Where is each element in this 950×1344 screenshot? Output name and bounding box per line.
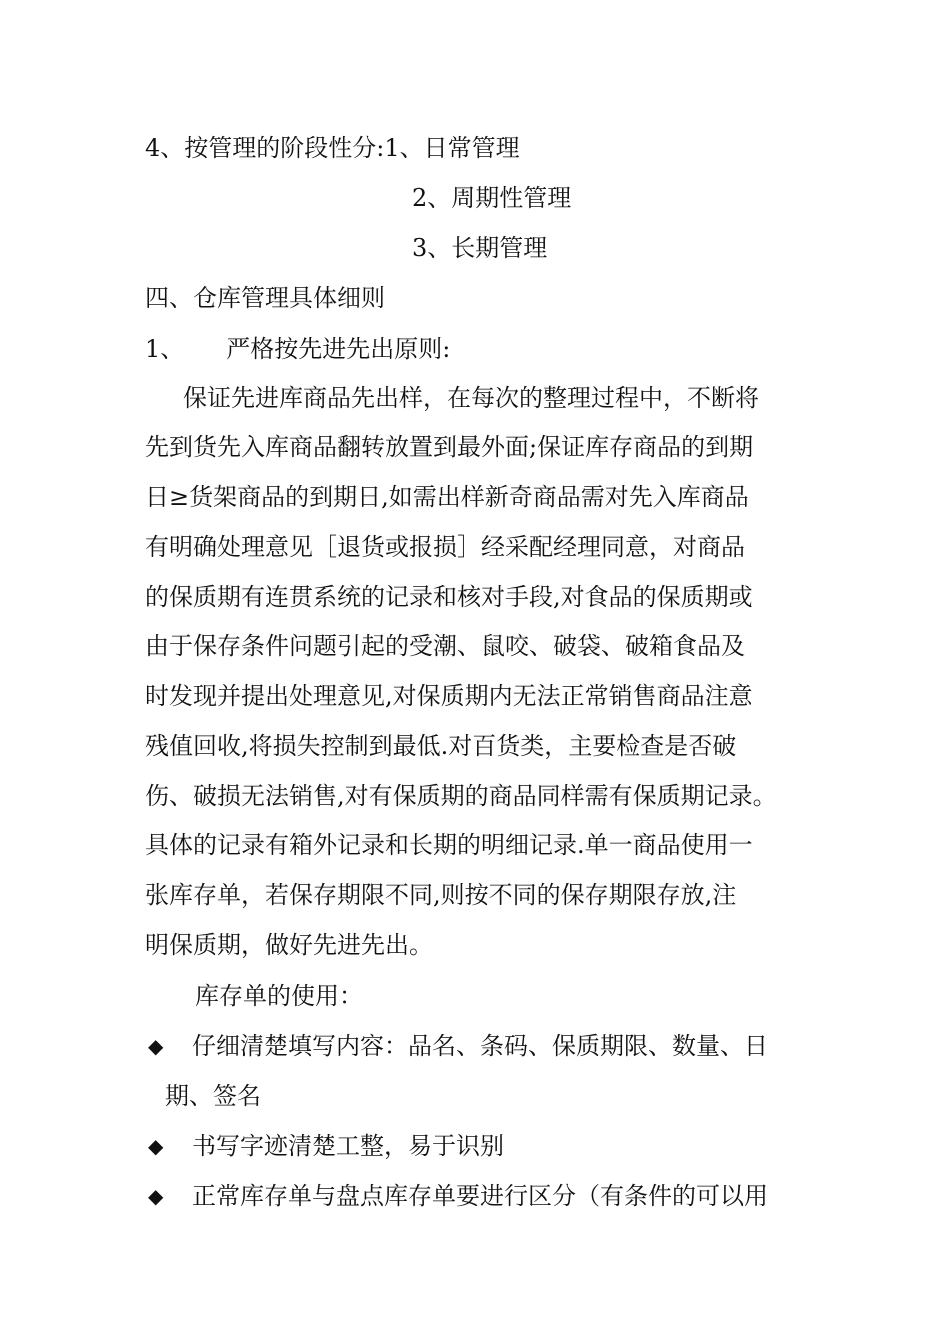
bullet-item: 仔细清楚填写内容：品名、条码、保质期限、数量、日: [192, 1032, 768, 1060]
paragraph-line: 保证先进库商品先出样，在每次的整理过程中，不断将: [183, 384, 759, 412]
paragraph-line: 明保质期，做好先进先出。: [145, 931, 433, 959]
paragraph-line: 日≥货架商品的到期日,如需出样新奇商品需对先入库商品: [145, 483, 749, 511]
rule-item-title: [145, 334, 815, 364]
section-heading: 四、仓库管理具体细则: [145, 284, 385, 312]
classification-line-2: 2、周期性管理: [412, 184, 572, 212]
inventory-form-heading: 库存单的使用：: [195, 982, 363, 1010]
paragraph-line: 时发现并提出处理意见,对保质期内无法正常销售商品注意: [145, 682, 753, 710]
paragraph-line: 残值回收,将损失控制到最低.对百货类，主要检查是否破: [145, 732, 737, 760]
paragraph-line: 的保质期有连贯系统的记录和核对手段,对食品的保质期或: [145, 583, 753, 611]
rule-item-text: 严格按先进先出原则:: [226, 335, 451, 363]
rule-item-number: 1、: [145, 335, 185, 363]
classification-line-3: 3、长期管理: [412, 234, 548, 262]
classification-line-1: 4、按管理的阶段性分:1、日常管理: [145, 134, 520, 162]
paragraph-line: 张库存单，若保存期限不同,则按不同的保存期限存放,注: [145, 881, 737, 909]
bullet-item-continuation: 期、签名: [165, 1082, 261, 1110]
bullet-diamond-icon: ◆: [148, 1184, 164, 1208]
bullet-diamond-icon: ◆: [148, 1134, 164, 1158]
bullet-diamond-icon: ◆: [148, 1034, 164, 1058]
paragraph-line: 由于保存条件问题引起的受潮、鼠咬、破袋、破箱食品及: [145, 632, 745, 660]
bullet-item: 书写字迹清楚工整，易于识别: [192, 1132, 504, 1160]
paragraph-line: 伤、破损无法销售,对有保质期的商品同样需有保质期记录。: [145, 782, 777, 810]
paragraph-line: 先到货先入库商品翻转放置到最外面;保证库存商品的到期: [145, 433, 754, 461]
paragraph-line: 有明确处理意见［退货或报损］经采配经理同意，对商品: [145, 533, 745, 561]
paragraph-line: 具体的记录有箱外记录和长期的明细记录.单一商品使用一: [145, 831, 753, 859]
bullet-item: 正常库存单与盘点库存单要进行区分（有条件的可以用: [192, 1182, 768, 1210]
